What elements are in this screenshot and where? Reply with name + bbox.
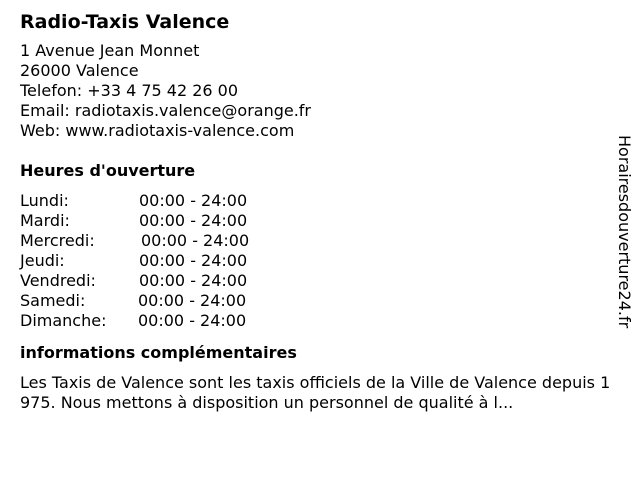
web-line: Web: www.radiotaxis-valence.com: [20, 121, 295, 140]
hours-time: 00:00 - 24:00: [138, 311, 247, 330]
hours-row-sunday: [20, 311, 610, 331]
hours-row-thursday: [20, 251, 610, 271]
hours-row-wednesday: [20, 231, 610, 251]
hours-time: 00:00 - 24:00: [139, 251, 248, 270]
site-watermark: Horairesdouverture24.fr: [615, 135, 634, 329]
hours-day: Lundi:: [20, 191, 69, 210]
hours-row-saturday: [20, 291, 610, 311]
hours-time: 00:00 - 24:00: [139, 271, 248, 290]
address-street: 1 Avenue Jean Monnet: [20, 41, 200, 60]
business-name: Radio-Taxis Valence: [20, 11, 230, 33]
opening-hours-heading: Heures d'ouverture: [20, 161, 196, 180]
address-city: 26000 Valence: [20, 61, 139, 80]
address-block: [20, 41, 610, 141]
hours-time: 00:00 - 24:00: [139, 191, 248, 210]
hours-row-friday: [20, 271, 610, 291]
email-line: Email: radiotaxis.valence@orange.fr: [20, 101, 312, 120]
hours-time: 00:00 - 24:00: [138, 291, 247, 310]
additional-info-text: Les Taxis de Valence sont les taxis officiels de la Ville de Valence depuis 1975. Nous mettons à disposition un personnel de qualité à l...: [20, 373, 611, 412]
hours-day: Jeudi:: [20, 251, 65, 270]
hours-day: Dimanche:: [20, 311, 107, 330]
additional-info-heading: informations complémentaires: [20, 343, 297, 362]
hours-day: Samedi:: [20, 291, 86, 310]
hours-day: Mercredi:: [20, 231, 95, 250]
hours-row-tuesday: [20, 211, 610, 231]
hours-row-monday: [20, 191, 610, 211]
hours-day: Vendredi:: [20, 271, 96, 290]
business-card: [20, 9, 610, 413]
hours-time: 00:00 - 24:00: [141, 231, 250, 250]
hours-time: 00:00 - 24:00: [139, 211, 248, 230]
phone-line: Telefon: +33 4 75 42 26 00: [20, 81, 239, 100]
hours-day: Mardi:: [20, 211, 70, 230]
opening-hours-list: [20, 191, 610, 331]
